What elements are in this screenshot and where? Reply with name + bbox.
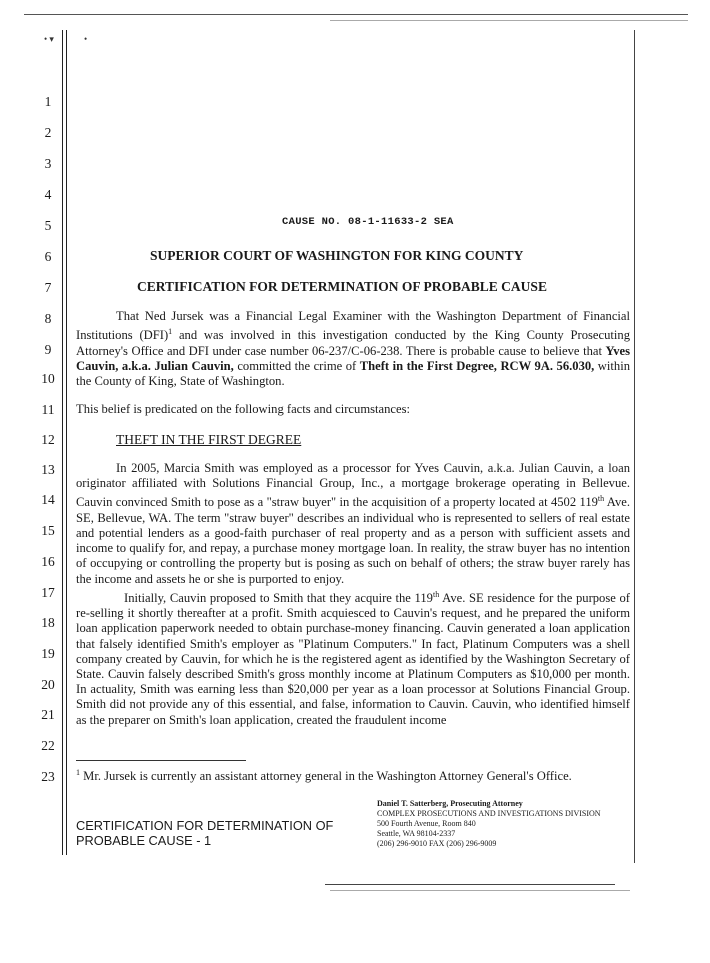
document-title: CERTIFICATION FOR DETERMINATION OF PROBABLE CAUSE (137, 279, 547, 294)
footer-title (76, 818, 356, 848)
line-number: 2 (44, 125, 52, 140)
office-city: Seattle, WA 98104-2337 (377, 829, 456, 838)
scan-speck: • (84, 34, 88, 44)
right-margin-rule (634, 30, 635, 863)
facts-text: Initially, Cauvin proposed to Smith that they acquire the 119 (124, 591, 433, 605)
line-number: 22 (41, 738, 55, 753)
bottom-rule-light (330, 890, 630, 891)
crime-charged: Theft in the First Degree, RCW 9A. 56.030, (359, 358, 595, 373)
facts-text: Ave. SE residence for the purpose of re-selling it shortly thereafter at a profit. Smith acquiesced to Cauvin's request, and he prepared the uniform loan application paperwork needed to obtain purchase-money financing. Cauvin generated a loan application that falsely identified Smith's employer as "Platinum Computers." In fact, Platinum Computers was a shell company created by Cauvin, for which he is the registered agent as identified by the Washington Secretary of State. Cauvin falsely described Smith's gross monthly income at Platinum Computers as $10,000 per month. In actuality, Smith was earning less than $20,000 per year as a loan processor at Solutions Financial Group. Smith did not provide any of this essential, and false, information to Cauvin. Cauvin, who identified himself as the preparer on Smith's loan application, created the fraudulent income (76, 591, 630, 727)
footnote-number: 1 (76, 768, 80, 777)
line-number: 18 (41, 615, 55, 630)
ordinal-suffix: th (597, 494, 605, 504)
footer-title-line: CERTIFICATION FOR DETERMINATION OF (76, 818, 334, 833)
facts-text: In 2005, Marcia Smith was employed as a processor for Yves Cauvin, a.k.a. Julian Cauvin, a loan originator affiliated with Solutions Financial Group, Inc., a mortgage brokerage operating in Bellevue. Cauvin convinced Smith to pose as a "straw buyer" in the acquisition of a property located at 4502 119 (76, 461, 630, 510)
line-number: 12 (41, 432, 55, 447)
top-rule (24, 14, 688, 15)
prosecutor-office-block (377, 799, 601, 849)
section-heading: THEFT IN THE FIRST DEGREE (116, 432, 302, 447)
line-number: 6 (44, 249, 52, 264)
line-number: 21 (41, 707, 55, 722)
bottom-rule (325, 884, 615, 885)
footnote (76, 765, 596, 784)
cause-number: CAUSE NO. 08-1-11633-2 SEA (282, 216, 454, 228)
line-number: 11 (41, 402, 55, 417)
intro-text: and was involved in this investigation conducted by the King County Prosecuting Attorney's Office and DFI under case number 06-237/C-06-238. There is probable cause to believe that (76, 328, 630, 358)
line-number: 5 (44, 218, 52, 233)
court-name: SUPERIOR COURT OF WASHINGTON FOR KING COUNTY (150, 248, 524, 263)
division-name: COMPLEX PROSECUTIONS AND INVESTIGATIONS DIVISION (377, 809, 601, 818)
line-number: 16 (41, 554, 55, 569)
belief-statement: This belief is predicated on the following facts and circumstances: (76, 402, 410, 416)
office-address: 500 Fourth Avenue, Room 840 (377, 819, 476, 828)
line-number: 15 (41, 523, 55, 538)
line-number: 13 (41, 462, 55, 477)
line-number: 14 (41, 492, 55, 507)
left-margin-rule-inner (66, 30, 67, 855)
office-phone: (206) 296-9010 FAX (206) 296-9009 (377, 839, 497, 848)
defendant-name: Yves Cauvin, a.k.a. Julian Cauvin, (76, 343, 630, 373)
line-number: 10 (41, 371, 55, 386)
facts-paragraph (76, 461, 630, 728)
intro-text: committed the crime of (233, 358, 360, 373)
footer-title-line: PROBABLE CAUSE - 1 (76, 833, 212, 848)
line-number: 4 (44, 187, 52, 202)
line-number: 9 (44, 342, 52, 357)
line-number: 1 (44, 94, 52, 109)
line-number: 8 (44, 311, 52, 326)
line-number: 19 (41, 646, 55, 661)
top-rule-light (330, 20, 688, 21)
scan-speck: • ▾ (44, 34, 54, 44)
footnote-text: Mr. Jursek is currently an assistant attorney general in the Washington Attorney General's Office. (80, 769, 572, 784)
line-number: 23 (41, 769, 55, 784)
facts-text: Ave. SE, Bellevue, WA. The term "straw buyer" describes an individual who is represented to sellers of real estate and potential lenders as a good-faith purchaser of real property and as a person with sufficient assets and income to qualify for, and repay, a purchase money mortgage loan. In reality, the straw buyer has no intention of occupying or controlling the property but is posing as such on behalf of others; the straw buyer rarely has the income and assets he or she is purported to enjoy. (76, 495, 631, 586)
prosecutor-name: Daniel T. Satterberg, Prosecuting Attorney (377, 799, 523, 808)
line-number: 20 (41, 677, 55, 692)
line-number: 3 (44, 156, 52, 171)
footnote-rule (76, 760, 246, 761)
ordinal-suffix: th (432, 589, 440, 599)
line-number: 17 (41, 585, 55, 600)
intro-text: That Ned Jursek was a Financial Legal Examiner with the Washington Department of Financial Institutions (DFI) (76, 309, 630, 343)
footnote-ref: 1 (168, 327, 173, 337)
intro-paragraph (76, 309, 630, 389)
line-number: 7 (44, 280, 52, 295)
left-margin-rule (62, 30, 63, 855)
intro-text: within the County of King, State of Washington. (76, 358, 630, 388)
